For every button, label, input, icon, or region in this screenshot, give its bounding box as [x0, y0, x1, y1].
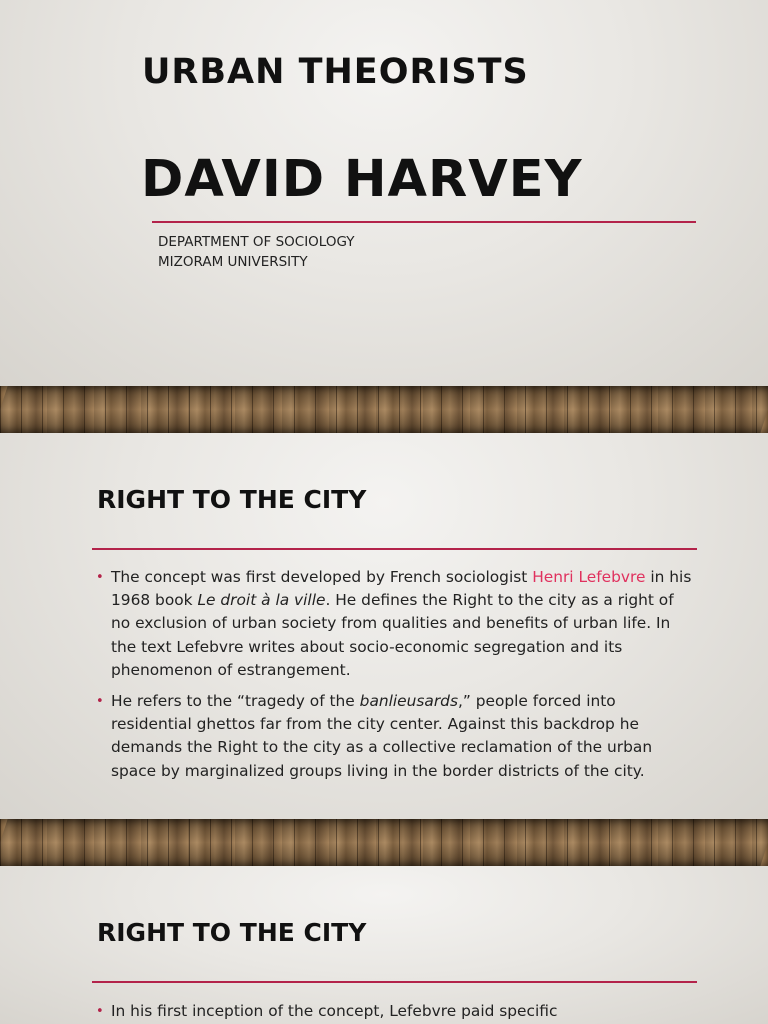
heading-divider — [92, 981, 697, 983]
slide-heading: RIGHT TO THE CITY — [97, 918, 367, 947]
bullet-text: The concept was first developed by French sociologist — [111, 568, 533, 586]
bullet-text: ,” people forced into residential ghettos far from the city center. Against this backdrop he demands the Right to the city as a collective reclamation of the urban space by marginalized groups living in the border districts of the city. — [111, 692, 653, 780]
subtitle-department: DEPARTMENT OF SOCIOLOGY — [158, 234, 355, 250]
bullet-item — [96, 1000, 696, 1023]
bullet-text: . He defines the Right to the city as a right of no exclusion of urban society from qualities and benefits of urban life. In the text Lefebvre writes about socio-economic segregation and its phenomenon of estrangement. — [111, 591, 674, 679]
bullet-text: In his first inception of the concept, Lefebvre paid specific — [111, 1002, 558, 1020]
bullet-icon: • — [96, 570, 104, 585]
subtitle-university: MIZORAM UNIVERSITY — [158, 254, 308, 270]
heading-divider — [92, 548, 697, 550]
bullet-text: in his 1968 book — [111, 568, 692, 610]
lefebvre-link[interactable]: Henri Lefebvre — [532, 568, 646, 586]
bullet-list — [96, 566, 696, 791]
slide-right-to-city-1 — [0, 433, 768, 819]
bullet-item — [96, 690, 696, 783]
italic-term: banlieusards — [359, 692, 458, 711]
bullet-list — [96, 1000, 696, 1024]
slide-subtitle — [158, 232, 355, 272]
slide-title-name: DAVID HARVEY — [141, 150, 583, 209]
book-title: Le droit à la ville — [197, 591, 326, 610]
title-divider — [152, 221, 696, 223]
slide-heading: RIGHT TO THE CITY — [97, 485, 367, 514]
slide-right-to-city-2 — [0, 866, 768, 1024]
slide-title-heading: URBAN THEORISTS — [142, 52, 529, 92]
slide-title — [0, 0, 768, 386]
bullet-icon: • — [96, 1004, 104, 1019]
bullet-text: He refers to the “tragedy of the — [111, 692, 360, 711]
wood-floor-divider — [0, 819, 768, 866]
bullet-icon: • — [96, 694, 104, 710]
bullet-item — [96, 566, 696, 682]
wood-floor-divider — [0, 386, 768, 433]
